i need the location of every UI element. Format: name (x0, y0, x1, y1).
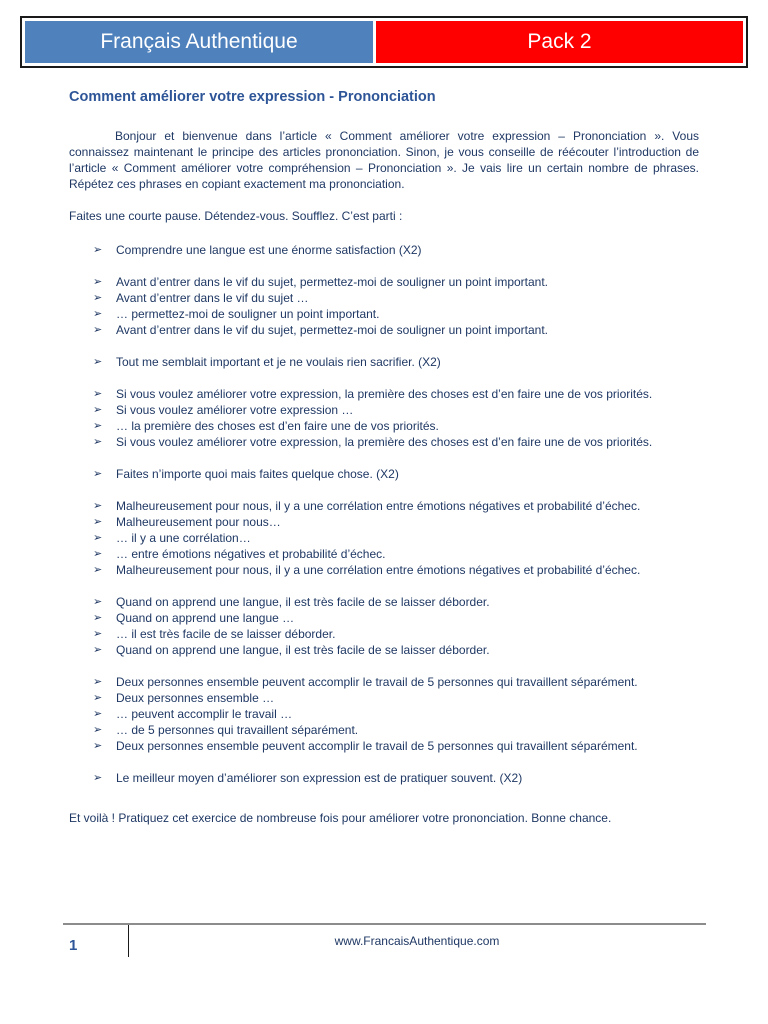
list-item (69, 306, 699, 322)
bullet-arrow-icon: ➢ (93, 612, 103, 624)
list-item (69, 626, 699, 642)
phrase-text: … il y a une corrélation… (116, 531, 251, 545)
bullet-arrow-icon: ➢ (93, 708, 103, 720)
bullet-arrow-icon: ➢ (93, 516, 103, 528)
list-item (69, 770, 699, 786)
phrase-text: … de 5 personnes qui travaillent séparément. (116, 723, 359, 737)
list-item (69, 530, 699, 546)
phrase-text: … il est très facile de se laisser déborder. (116, 627, 336, 641)
bullet-arrow-icon: ➢ (93, 724, 103, 736)
bullet-arrow-icon: ➢ (93, 308, 103, 320)
phrase-text: Tout me semblait important et je ne voulais rien sacrifier. (X2) (116, 355, 441, 369)
phrase-text: Deux personnes ensemble peuvent accomplir le travail de 5 personnes qui travaillent séparément. (116, 739, 638, 753)
phrase-text: Malheureusement pour nous… (116, 515, 281, 529)
bullet-arrow-icon: ➢ (93, 676, 103, 688)
phrase-group (69, 354, 699, 370)
list-item (69, 434, 699, 450)
bullet-arrow-icon: ➢ (93, 324, 103, 336)
phrase-text: Avant d’entrer dans le vif du sujet, permettez-moi de souligner un point important. (116, 323, 549, 337)
list-item (69, 690, 699, 706)
list-item (69, 274, 699, 290)
bullet-arrow-icon: ➢ (93, 292, 103, 304)
phrase-text: Si vous voulez améliorer votre expression … (116, 403, 354, 417)
article-body (69, 128, 699, 826)
bullet-arrow-icon: ➢ (93, 548, 103, 560)
bullet-arrow-icon: ➢ (93, 564, 103, 576)
list-item (69, 514, 699, 530)
phrase-group (69, 770, 699, 786)
phrase-text: Avant d’entrer dans le vif du sujet … (116, 291, 309, 305)
bullet-arrow-icon: ➢ (93, 388, 103, 400)
closing-paragraph: Et voilà ! Pratiquez cet exercice de nombreuse fois pour améliorer votre prononciation. Bonne chance. (69, 811, 612, 825)
phrase-text: Le meilleur moyen d’améliorer son expression est de pratiquer souvent. (X2) (116, 771, 523, 785)
bullet-arrow-icon: ➢ (93, 500, 103, 512)
phrase-text: Si vous voulez améliorer votre expression, la première des choses est d’en faire une de vos priorités. (116, 387, 653, 401)
phrase-group (69, 674, 699, 754)
list-item (69, 674, 699, 690)
phrase-text: … entre émotions négatives et probabilité d’échec. (116, 547, 386, 561)
lead-paragraph: Faites une courte pause. Détendez-vous. Soufflez. C’est parti : (69, 209, 403, 223)
list-item (69, 322, 699, 338)
article-title: Comment améliorer votre expression - Prononciation (69, 89, 436, 105)
phrase-text: Deux personnes ensemble peuvent accomplir le travail de 5 personnes qui travaillent séparément. (116, 675, 638, 689)
list-item (69, 418, 699, 434)
list-item (69, 562, 699, 578)
page-number: 1 (69, 937, 78, 954)
bullet-arrow-icon: ➢ (93, 644, 103, 656)
bullet-arrow-icon: ➢ (93, 628, 103, 640)
phrase-text: Avant d’entrer dans le vif du sujet, permettez-moi de souligner un point important. (116, 275, 549, 289)
bullet-arrow-icon: ➢ (93, 276, 103, 288)
phrase-text: Quand on apprend une langue, il est très facile de se laisser déborder. (116, 595, 490, 609)
phrase-text: … la première des choses est d’en faire une de vos priorités. (116, 419, 439, 433)
bullet-arrow-icon: ➢ (93, 244, 103, 256)
phrase-text: … permettez-moi de souligner un point important. (116, 307, 380, 321)
list-item (69, 738, 699, 754)
phrase-text: Malheureusement pour nous, il y a une corrélation entre émotions négatives et probabilité d’échec. (116, 499, 641, 513)
phrase-text: Deux personnes ensemble … (116, 691, 275, 705)
phrase-group (69, 594, 699, 658)
bullet-arrow-icon: ➢ (93, 404, 103, 416)
phrase-text: Quand on apprend une langue … (116, 611, 295, 625)
phrase-groups (69, 242, 699, 786)
pack-label: Pack 2 (376, 21, 743, 63)
list-item (69, 594, 699, 610)
bullet-arrow-icon: ➢ (93, 420, 103, 432)
phrase-text: Quand on apprend une langue, il est très facile de se laisser déborder. (116, 643, 490, 657)
bullet-arrow-icon: ➢ (93, 692, 103, 704)
phrase-group (69, 466, 699, 482)
list-item (69, 354, 699, 370)
bullet-arrow-icon: ➢ (93, 468, 103, 480)
header-banner (20, 16, 748, 68)
list-item (69, 386, 699, 402)
phrase-text: Malheureusement pour nous, il y a une corrélation entre émotions négatives et probabilité d’échec. (116, 563, 641, 577)
phrase-group (69, 242, 699, 258)
phrase-group (69, 274, 699, 338)
bullet-arrow-icon: ➢ (93, 532, 103, 544)
bullet-arrow-icon: ➢ (93, 596, 103, 608)
footer-url[interactable]: www.FrancaisAuthentique.com (334, 934, 500, 948)
phrase-text: … peuvent accomplir le travail … (116, 707, 293, 721)
bullet-arrow-icon: ➢ (93, 436, 103, 448)
phrase-text: Comprendre une langue est une énorme satisfaction (X2) (116, 243, 422, 257)
list-item (69, 402, 699, 418)
list-item (69, 546, 699, 562)
phrase-group (69, 386, 699, 450)
list-item (69, 706, 699, 722)
bullet-arrow-icon: ➢ (93, 740, 103, 752)
phrase-text: Faites n’importe quoi mais faites quelque chose. (X2) (116, 467, 399, 481)
list-item (69, 722, 699, 738)
phrase-text: Si vous voulez améliorer votre expression, la première des choses est d’en faire une de vos priorités. (116, 435, 653, 449)
list-item (69, 466, 699, 482)
site-title: Français Authentique (25, 21, 373, 63)
phrase-group (69, 498, 699, 578)
intro-paragraph: Bonjour et bienvenue dans l’article « Comment améliorer votre expression – Prononciation ». Vous connaissez maintenant le principe des articles prononciation. Sinon, je vous conseille de réécouter l’introduction de l’article « Comment améliorer votre compréhension – Prononciation ». Je vais lire un certain nombre de phrases. Répétez ces phrases en copiant exactement ma prononciation. (69, 129, 699, 191)
bullet-arrow-icon: ➢ (93, 772, 103, 784)
footer-rule (63, 923, 706, 925)
list-item (69, 642, 699, 658)
list-item (69, 242, 699, 258)
list-item (69, 498, 699, 514)
list-item (69, 290, 699, 306)
list-item (69, 610, 699, 626)
bullet-arrow-icon: ➢ (93, 356, 103, 368)
